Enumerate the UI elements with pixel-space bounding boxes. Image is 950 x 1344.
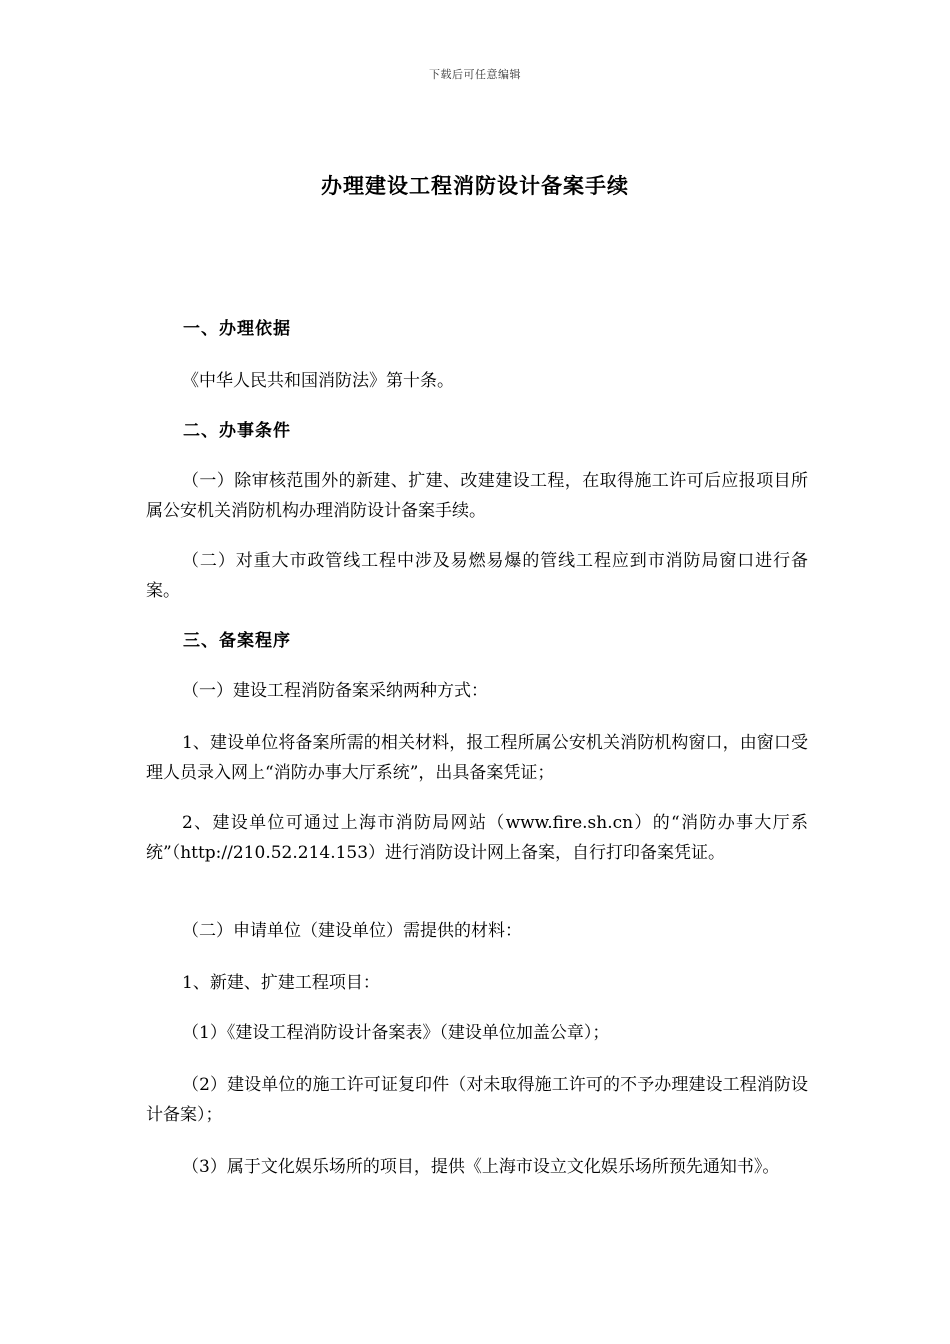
paragraph-procedure-method-2: 2、建设单位可通过上海市消防局网站（www.fire.sh.cn）的“消防办事大厅系统”（http://210.52.214.153）进行消防设计网上备案，自行打印备案凭证。 [146,813,808,863]
paragraph-material-1: （1）《建设工程消防设计备案表》（建设单位加盖公章）； [182,1023,610,1043]
paragraph-basis: 《中华人民共和国消防法》第十条。 [182,371,454,391]
paragraph-materials-new-projects: 1、新建、扩建工程项目： [182,973,380,993]
paragraph-material-3: （3）属于文化娱乐场所的项目，提供《上海市设立文化娱乐场所预先通知书》。 [182,1157,780,1177]
header-note: 下载后可任意编辑 [429,68,521,81]
paragraph-procedure-method-1: 1、建设单位将备案所需的相关材料，报工程所属公安机关消防机构窗口，由窗口受理人员录入网上“消防办事大厅系统”，出具备案凭证； [146,733,808,783]
paragraph-condition-2: （二）对重大市政管线工程中涉及易燃易爆的管线工程应到市消防局窗口进行备案。 [146,551,808,601]
paragraph-materials-intro: （二）申请单位（建设单位）需提供的材料： [182,921,522,941]
section-heading-basis: 一、办理依据 [183,319,291,339]
paragraph-material-2: （2）建设单位的施工许可证复印件（对未取得施工许可的不予办理建设工程消防设计备案）； [146,1075,808,1125]
section-heading-procedure: 三、备案程序 [183,631,291,651]
paragraph-condition-1: （一）除审核范围外的新建、扩建、改建建设工程，在取得施工许可后应报项目所属公安机关消防机构办理消防设计备案手续。 [146,471,808,521]
paragraph-procedure-methods: （一）建设工程消防备案采纳两种方式： [182,681,488,701]
document-title: 办理建设工程消防设计备案手续 [321,173,629,198]
section-heading-conditions: 二、办事条件 [183,421,291,441]
